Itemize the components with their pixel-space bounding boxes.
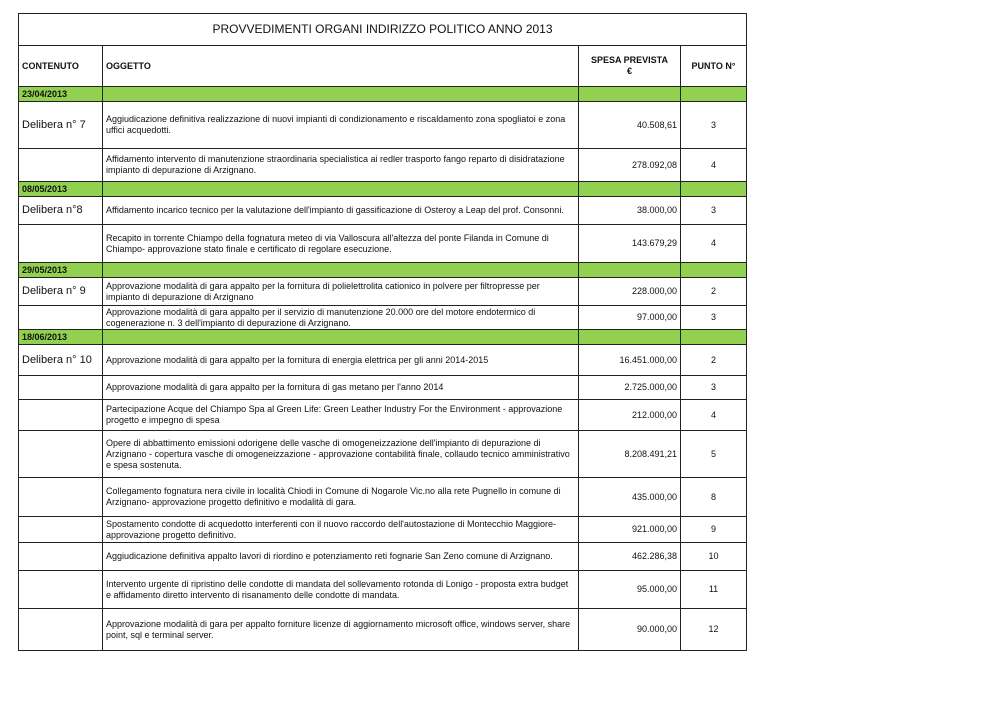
date-row-fill (103, 182, 579, 197)
date-row-fill (579, 263, 681, 278)
date-row-fill (579, 87, 681, 102)
punto-cell: 3 (681, 102, 747, 149)
spesa-cell: 921.000,00 (579, 517, 681, 543)
contenuto-cell: Delibera n° 10 (19, 345, 103, 376)
table-row (19, 225, 747, 263)
oggetto-cell: Spostamento condotte di acquedotto interferenti con il nuovo raccordo dell'autostazione di Montecchio Maggiore- approvazione progetto definitivo. (103, 517, 579, 543)
punto-cell: 3 (681, 376, 747, 400)
oggetto-cell: Aggiudicazione definitiva appalto lavori di riordino e potenziamento reti fognarie San Zeno comune di Arzignano. (103, 543, 579, 571)
header-punto: PUNTO N° (681, 46, 747, 87)
spesa-cell: 8.208.491,21 (579, 431, 681, 478)
date-label: 08/05/2013 (19, 182, 103, 197)
header-spesa-prevista (579, 46, 681, 87)
spesa-cell: 2.725.000,00 (579, 376, 681, 400)
oggetto-cell: Approvazione modalità di gara appalto per la fornitura di energia elettrica per gli anni 2014-2015 (103, 345, 579, 376)
punto-cell: 4 (681, 400, 747, 431)
date-row-fill (681, 87, 747, 102)
date-row (19, 182, 747, 197)
date-row-fill (103, 263, 579, 278)
contenuto-cell (19, 543, 103, 571)
spesa-cell: 40.508,61 (579, 102, 681, 149)
punto-cell: 11 (681, 571, 747, 609)
oggetto-cell: Collegamento fognatura nera civile in località Chiodi in Comune di Nogarole Vic.no alla rete Pugnello in comune di Arzignano- approvazione progetto definitivo e modalità di gara. (103, 478, 579, 517)
contenuto-cell (19, 609, 103, 651)
punto-cell: 10 (681, 543, 747, 571)
date-row-fill (579, 330, 681, 345)
date-row-fill (681, 182, 747, 197)
table-row (19, 149, 747, 182)
oggetto-cell: Approvazione modalità di gara appalto per il servizio di manutenzione 20.000 ore del motore endotermico di cogenerazione n. 3 dell'impianto di depurazione di Arzignano. (103, 306, 579, 330)
oggetto-cell: Approvazione modalità di gara appalto per la fornitura di polielettrolita cationico in polvere per filtropresse per impianto di depurazione di Arzignano (103, 278, 579, 306)
table-row (19, 376, 747, 400)
oggetto-cell: Approvazione modalità di gara per appalto forniture licenze di aggiornamento microsoft office, windows server, share point, sql e terminal server. (103, 609, 579, 651)
contenuto-cell (19, 225, 103, 263)
date-row-fill (681, 263, 747, 278)
date-row (19, 330, 747, 345)
spesa-cell: 90.000,00 (579, 609, 681, 651)
date-row-fill (103, 87, 579, 102)
punto-cell: 3 (681, 306, 747, 330)
table-row (19, 609, 747, 651)
spesa-cell: 143.679,29 (579, 225, 681, 263)
oggetto-cell: Aggiudicazione definitiva realizzazione di nuovi impianti di condizionamento e riscaldamento zona spogliatoi e zona uffici acquedotti. (103, 102, 579, 149)
table-row (19, 278, 747, 306)
table-row (19, 478, 747, 517)
contenuto-cell (19, 149, 103, 182)
table-row (19, 571, 747, 609)
spesa-cell: 16.451.000,00 (579, 345, 681, 376)
table-row (19, 345, 747, 376)
punto-cell: 4 (681, 149, 747, 182)
spesa-cell: 435.000,00 (579, 478, 681, 517)
punto-cell: 12 (681, 609, 747, 651)
spesa-cell: 462.286,38 (579, 543, 681, 571)
punto-cell: 2 (681, 278, 747, 306)
oggetto-cell: Intervento urgente di ripristino delle condotte di mandata del sollevamento rotonda di Lonigo - proposta extra budget e affidamento diretto intervento di risanamento delle condotte di mandata. (103, 571, 579, 609)
date-row-fill (103, 330, 579, 345)
date-row (19, 87, 747, 102)
table-row (19, 431, 747, 478)
date-label: 18/06/2013 (19, 330, 103, 345)
header-spesa-label: SPESA PREVISTA (590, 55, 669, 65)
date-label: 29/05/2013 (19, 263, 103, 278)
oggetto-cell: Recapito in torrente Chiampo della fognatura meteo di via Valloscura all'altezza del ponte Filanda in Comune di Chiampo- approvazione stato finale e certificato di regolare esecuzione. (103, 225, 579, 263)
punto-cell: 5 (681, 431, 747, 478)
table-row (19, 400, 747, 431)
header-spesa-currency: € (626, 66, 632, 76)
punto-cell: 9 (681, 517, 747, 543)
table-row (19, 102, 747, 149)
punto-cell: 2 (681, 345, 747, 376)
contenuto-cell (19, 517, 103, 543)
spesa-cell: 212.000,00 (579, 400, 681, 431)
contenuto-cell (19, 306, 103, 330)
table-row (19, 306, 747, 330)
spesa-cell: 278.092,08 (579, 149, 681, 182)
table-title: PROVVEDIMENTI ORGANI INDIRIZZO POLITICO ANNO 2013 (19, 14, 747, 46)
contenuto-cell (19, 376, 103, 400)
oggetto-cell: Partecipazione Acque del Chiampo Spa al Green Life: Green Leather Industry For the Environment - approvazione progetto e impegno di spesa (103, 400, 579, 431)
contenuto-cell: Delibera n°8 (19, 197, 103, 225)
contenuto-cell (19, 478, 103, 517)
punto-cell: 8 (681, 478, 747, 517)
header-oggetto: OGGETTO (103, 46, 579, 87)
oggetto-cell: Affidamento intervento di manutenzione straordinaria specialistica ai redler trasporto fango reparto di disidratazione impianto di depurazione di Arzignano. (103, 149, 579, 182)
oggetto-cell: Approvazione modalità di gara appalto per la fornitura di gas metano per l'anno 2014 (103, 376, 579, 400)
contenuto-cell (19, 400, 103, 431)
spesa-cell: 97.000,00 (579, 306, 681, 330)
spesa-cell: 38.000,00 (579, 197, 681, 225)
spesa-cell: 228.000,00 (579, 278, 681, 306)
contenuto-cell: Delibera n° 9 (19, 278, 103, 306)
header-contenuto: CONTENUTO (19, 46, 103, 87)
spesa-cell: 95.000,00 (579, 571, 681, 609)
oggetto-cell: Opere di abbattimento emissioni odorigene delle vasche di omogeneizzazione dell'impianto di depurazione di Arzignano - copertura vasche di omogeneizzazione - approvazione contabilità finale, collaudo tecnico amministrativo e spesa sostenuta. (103, 431, 579, 478)
header-row (19, 46, 747, 87)
table-row (19, 543, 747, 571)
date-row-fill (579, 182, 681, 197)
contenuto-cell (19, 571, 103, 609)
contenuto-cell: Delibera n° 7 (19, 102, 103, 149)
table-row (19, 197, 747, 225)
provvedimenti-table (18, 13, 747, 651)
punto-cell: 3 (681, 197, 747, 225)
date-label: 23/04/2013 (19, 87, 103, 102)
punto-cell: 4 (681, 225, 747, 263)
date-row-fill (681, 330, 747, 345)
table-row (19, 517, 747, 543)
date-row (19, 263, 747, 278)
oggetto-cell: Affidamento incarico tecnico per la valutazione dell'impianto di gassificazione di Osteroy a Leap del prof. Consonni. (103, 197, 579, 225)
contenuto-cell (19, 431, 103, 478)
